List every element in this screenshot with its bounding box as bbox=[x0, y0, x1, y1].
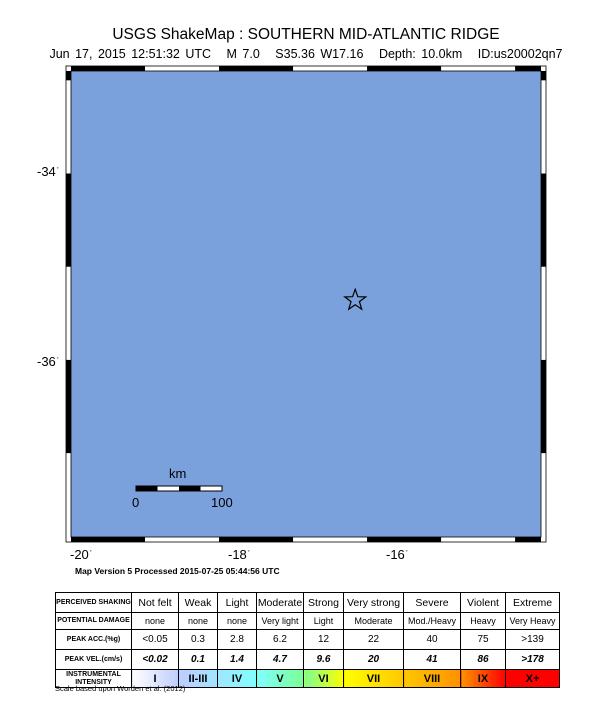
scale-end-label: 100 bbox=[211, 495, 233, 510]
map-version: Map Version 5 Processed 2015-07-25 05:44:56 UTC bbox=[75, 566, 280, 576]
acc-cell: <0.05 bbox=[132, 630, 179, 650]
frame-bar bbox=[66, 71, 71, 80]
lat-tick-label: -34˚ bbox=[37, 164, 59, 179]
vel-cell: 86 bbox=[461, 650, 506, 670]
acc-cell: 40 bbox=[404, 630, 461, 650]
scale-unit-label: km bbox=[169, 466, 187, 481]
acc-cell: 0.3 bbox=[179, 630, 218, 650]
vel-cell: 4.7 bbox=[257, 650, 304, 670]
damage-cell: Heavy bbox=[461, 613, 506, 630]
mmi-cell: VIII bbox=[404, 670, 461, 688]
peak-acc-row bbox=[56, 630, 560, 650]
event-datetime: Jun 17, 2015 12:51:32 UTC bbox=[49, 47, 212, 61]
frame-bar bbox=[541, 71, 546, 80]
frame-bar bbox=[71, 66, 145, 71]
damage-cell: Mod./Heavy bbox=[404, 613, 461, 630]
mmi-cell: II-III bbox=[179, 670, 218, 688]
vel-cell: 0.1 bbox=[179, 650, 218, 670]
shaking-cell: Moderate bbox=[257, 593, 304, 613]
frame-bar bbox=[541, 360, 546, 453]
lat-tick-label: -36˚ bbox=[37, 354, 59, 369]
mmi-cell: VI bbox=[304, 670, 344, 688]
vel-cell: 9.6 bbox=[304, 650, 344, 670]
event-location: S35.36 W17.16 bbox=[275, 47, 364, 61]
mmi-cell: IX bbox=[461, 670, 506, 688]
scale-start-label: 0 bbox=[132, 495, 140, 510]
potential-damage-row bbox=[56, 613, 560, 630]
damage-cell: Moderate bbox=[344, 613, 404, 630]
frame-bar bbox=[66, 360, 71, 453]
map-title: USGS ShakeMap : SOUTHERN MID-ATLANTIC RIDGE bbox=[112, 26, 500, 43]
shaking-cell: Very strong bbox=[344, 593, 404, 613]
vel-cell: 20 bbox=[344, 650, 404, 670]
event-depth: Depth: 10.0km bbox=[378, 47, 463, 61]
row-header: POTENTIAL DAMAGE bbox=[56, 613, 132, 630]
mmi-cell: IV bbox=[218, 670, 257, 688]
ocean-area bbox=[71, 71, 541, 537]
perceived-shaking-row bbox=[56, 593, 560, 613]
mmi-cell: X+ bbox=[506, 670, 560, 688]
scale-bar-segment bbox=[136, 486, 158, 491]
row-header: PEAK VEL.(cm/s) bbox=[56, 650, 132, 670]
acc-cell: 22 bbox=[344, 630, 404, 650]
row-header: INSTRUMENTAL INTENSITY bbox=[56, 670, 132, 688]
damage-cell: none bbox=[179, 613, 218, 630]
acc-cell: 6.2 bbox=[257, 630, 304, 650]
frame-bar bbox=[71, 537, 145, 542]
acc-cell: 75 bbox=[461, 630, 506, 650]
scale-bar bbox=[136, 486, 222, 491]
frame-bar bbox=[367, 537, 441, 542]
lon-tick-label: -16˚ bbox=[386, 547, 408, 562]
damage-cell: Light bbox=[304, 613, 344, 630]
acc-cell: 12 bbox=[304, 630, 344, 650]
acc-cell: 2.8 bbox=[218, 630, 257, 650]
shaking-cell: Severe bbox=[404, 593, 461, 613]
event-id: ID:us20002qn7 bbox=[477, 47, 563, 61]
vel-cell: <0.02 bbox=[132, 650, 179, 670]
scale-credit: Scale based upon Worden et al. (2012) bbox=[55, 684, 186, 693]
vel-cell: 41 bbox=[404, 650, 461, 670]
shaking-cell: Not felt bbox=[132, 593, 179, 613]
lon-tick-label: -20˚ bbox=[70, 547, 92, 562]
frame-bar bbox=[219, 66, 293, 71]
vel-cell: >178 bbox=[506, 650, 560, 670]
scale-bar-segment bbox=[179, 486, 201, 491]
damage-cell: none bbox=[218, 613, 257, 630]
frame-bar bbox=[515, 66, 541, 71]
row-header: PERCEIVED SHAKING bbox=[56, 593, 132, 613]
intensity-legend bbox=[55, 592, 560, 688]
event-magnitude: M 7.0 bbox=[226, 47, 260, 61]
frame-bar bbox=[66, 174, 71, 267]
lon-tick-label: -18˚ bbox=[228, 547, 250, 562]
row-header: PEAK ACC.(%g) bbox=[56, 630, 132, 650]
shaking-cell: Violent bbox=[461, 593, 506, 613]
damage-cell: Very light bbox=[257, 613, 304, 630]
frame-bar bbox=[219, 537, 293, 542]
shaking-cell: Strong bbox=[304, 593, 344, 613]
damage-cell: Very Heavy bbox=[506, 613, 560, 630]
frame-bar bbox=[515, 537, 541, 542]
shaking-cell: Light bbox=[218, 593, 257, 613]
mmi-cell: VII bbox=[344, 670, 404, 688]
damage-cell: none bbox=[132, 613, 179, 630]
frame-bar bbox=[367, 66, 441, 71]
acc-cell: >139 bbox=[506, 630, 560, 650]
frame-bar bbox=[541, 174, 546, 267]
vel-cell: 1.4 bbox=[218, 650, 257, 670]
shaking-cell: Extreme bbox=[506, 593, 560, 613]
shaking-cell: Weak bbox=[179, 593, 218, 613]
mmi-cell: V bbox=[257, 670, 304, 688]
peak-vel-row bbox=[56, 650, 560, 670]
mmi-cell: I bbox=[132, 670, 179, 688]
